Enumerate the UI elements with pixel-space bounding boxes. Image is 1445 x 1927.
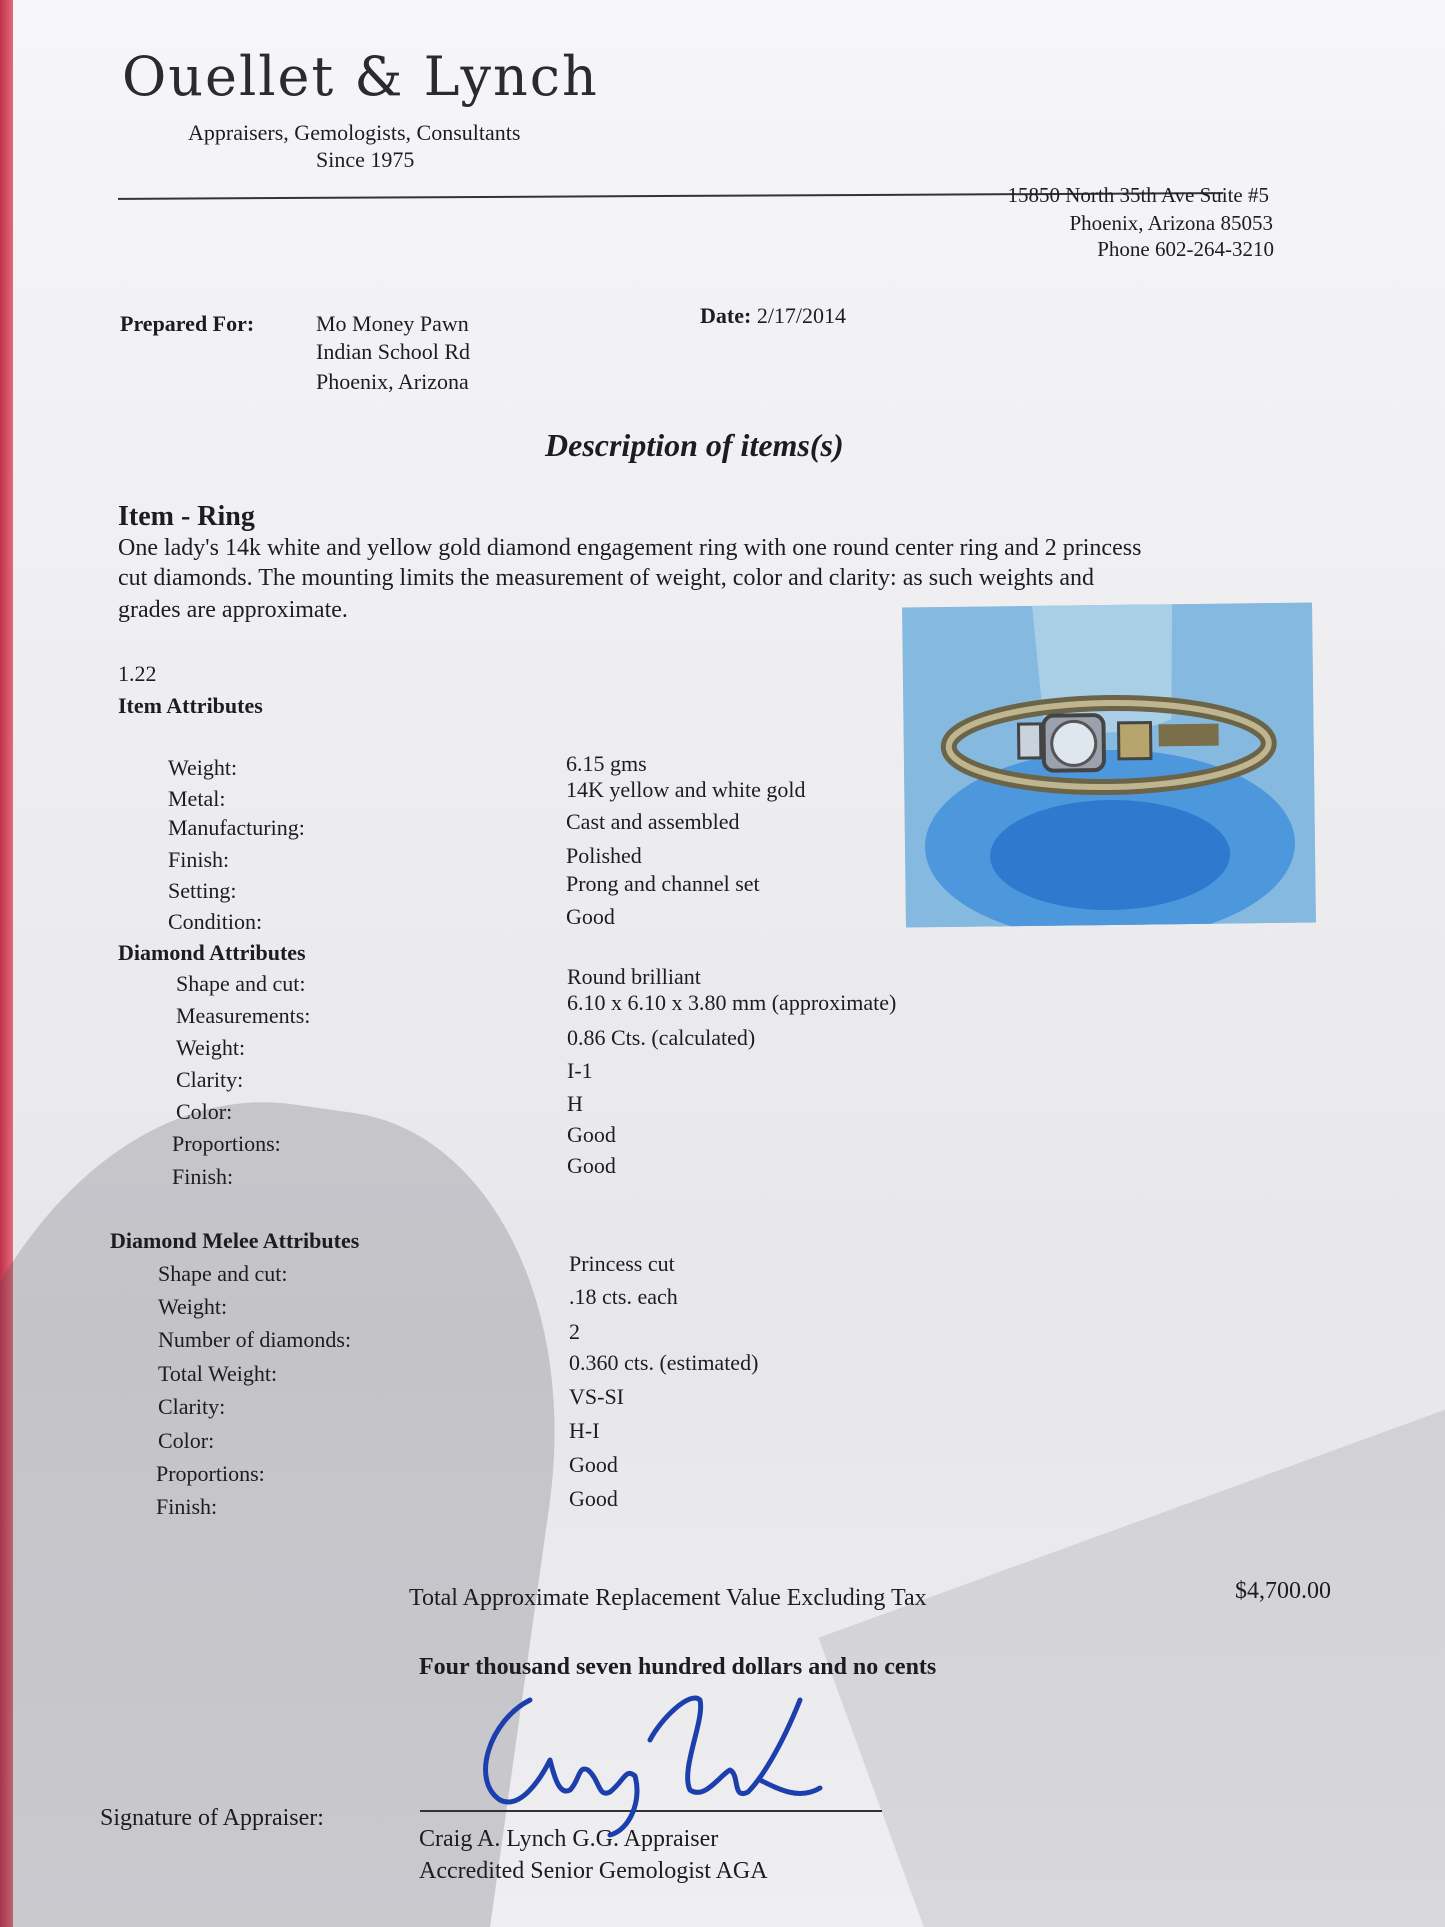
- diamond-shape-value: Round brilliant: [567, 964, 701, 989]
- phone-number: Phone 602-264-3210: [1097, 237, 1274, 261]
- melee-shape-label: Shape and cut:: [158, 1261, 288, 1286]
- company-tagline: Appraisers, Gemologists, Consultants: [188, 120, 521, 145]
- section-title: Description of items(s): [545, 427, 844, 463]
- item-title: Item - Ring: [118, 501, 255, 532]
- diamond-clarity-label: Clarity:: [176, 1067, 244, 1092]
- melee-proportions-value: Good: [569, 1452, 618, 1477]
- diamond-finish-label: Finish:: [172, 1164, 234, 1189]
- melee-weight-value: .18 cts. each: [569, 1284, 678, 1309]
- total-value-amount: $4,700.00: [1235, 1578, 1331, 1604]
- item-setting-label: Setting:: [168, 878, 237, 903]
- item-weight-label: Weight:: [168, 755, 238, 780]
- appraiser-title: Accredited Senior Gemologist AGA: [419, 1858, 768, 1884]
- item-attributes-heading: Item Attributes: [118, 693, 263, 718]
- prepared-for-label: Prepared For:: [120, 311, 255, 336]
- total-value-label: Total Approximate Replacement Value Excluding Tax: [409, 1585, 927, 1611]
- diamond-proportions-label: Proportions:: [172, 1131, 281, 1156]
- client-name: Mo Money Pawn: [316, 311, 469, 336]
- melee-total-weight-label: Total Weight:: [158, 1361, 278, 1386]
- date-field: [700, 303, 846, 329]
- melee-finish-value: Good: [569, 1486, 618, 1511]
- ring-illustration: [902, 603, 1316, 928]
- melee-proportions-label: Proportions:: [156, 1461, 265, 1486]
- diamond-weight-label: Weight:: [176, 1035, 246, 1060]
- item-description-line-1: One lady's 14k white and yellow gold diamond engagement ring with one round center ring and 2 princess: [118, 535, 1142, 561]
- melee-clarity-label: Clarity:: [158, 1394, 226, 1419]
- diamond-measurements-value: 6.10 x 6.10 x 3.80 mm (approximate): [567, 990, 897, 1015]
- diamond-proportions-value: Good: [567, 1122, 616, 1147]
- item-metal-value: 14K yellow and white gold: [566, 777, 806, 802]
- item-condition-label: Condition:: [168, 909, 263, 934]
- date-value: 2/17/2014: [756, 303, 847, 328]
- melee-weight-label: Weight:: [158, 1294, 228, 1319]
- diamond-clarity-value: I-1: [567, 1058, 593, 1083]
- company-since: Since 1975: [316, 147, 415, 172]
- melee-clarity-value: VS-SI: [569, 1384, 625, 1409]
- diamond-finish-value: Good: [567, 1153, 616, 1178]
- item-manufacturing-label: Manufacturing:: [168, 815, 305, 840]
- melee-count-label: Number of diamonds:: [158, 1327, 352, 1352]
- item-setting-value: Prong and channel set: [566, 871, 760, 896]
- address-line-2: Phoenix, Arizona 85053: [1069, 211, 1273, 235]
- melee-attributes-heading: Diamond Melee Attributes: [110, 1228, 360, 1253]
- date-label: Date:: [700, 303, 752, 328]
- total-value-words: Four thousand seven hundred dollars and no cents: [419, 1654, 937, 1680]
- handwritten-signature: [460, 1680, 840, 1840]
- item-manufacturing-value: Cast and assembled: [566, 809, 740, 834]
- diamond-color-label: Color:: [176, 1099, 233, 1124]
- diamond-measurements-label: Measurements:: [176, 1003, 311, 1028]
- diamond-attributes-heading: Diamond Attributes: [118, 940, 306, 965]
- melee-finish-label: Finish:: [156, 1494, 218, 1519]
- ring-photo: [902, 603, 1316, 928]
- item-weight-value: 6.15 gms: [566, 751, 647, 776]
- item-description-line-2: cut diamonds. The mounting limits the measurement of weight, color and clarity: as such weights and: [118, 565, 1095, 591]
- melee-color-value: H-I: [569, 1418, 600, 1443]
- diamond-color-value: H: [567, 1091, 583, 1116]
- melee-total-weight-value: 0.360 cts. (estimated): [569, 1350, 759, 1375]
- client-city: Phoenix, Arizona: [316, 369, 469, 394]
- melee-shape-value: Princess cut: [569, 1251, 675, 1276]
- item-finish-value: Polished: [566, 843, 642, 868]
- address-line-1: 15850 North 35th Ave Suite #5: [1007, 183, 1269, 207]
- appraiser-name: Craig A. Lynch G.G. Appraiser: [419, 1826, 719, 1852]
- item-number: 1.22: [118, 661, 157, 686]
- company-logo: Ouellet & Lynch: [122, 45, 599, 108]
- item-condition-value: Good: [566, 904, 615, 929]
- diamond-weight-value: 0.86 Cts. (calculated): [567, 1025, 756, 1050]
- melee-count-value: 2: [569, 1319, 580, 1344]
- item-finish-label: Finish:: [168, 847, 230, 872]
- signature-label: Signature of Appraiser:: [100, 1805, 324, 1831]
- client-street: Indian School Rd: [316, 339, 470, 364]
- item-metal-label: Metal:: [168, 786, 226, 811]
- item-description-line-3: grades are approximate.: [118, 597, 348, 623]
- melee-color-label: Color:: [158, 1428, 215, 1453]
- diamond-shape-label: Shape and cut:: [176, 971, 306, 996]
